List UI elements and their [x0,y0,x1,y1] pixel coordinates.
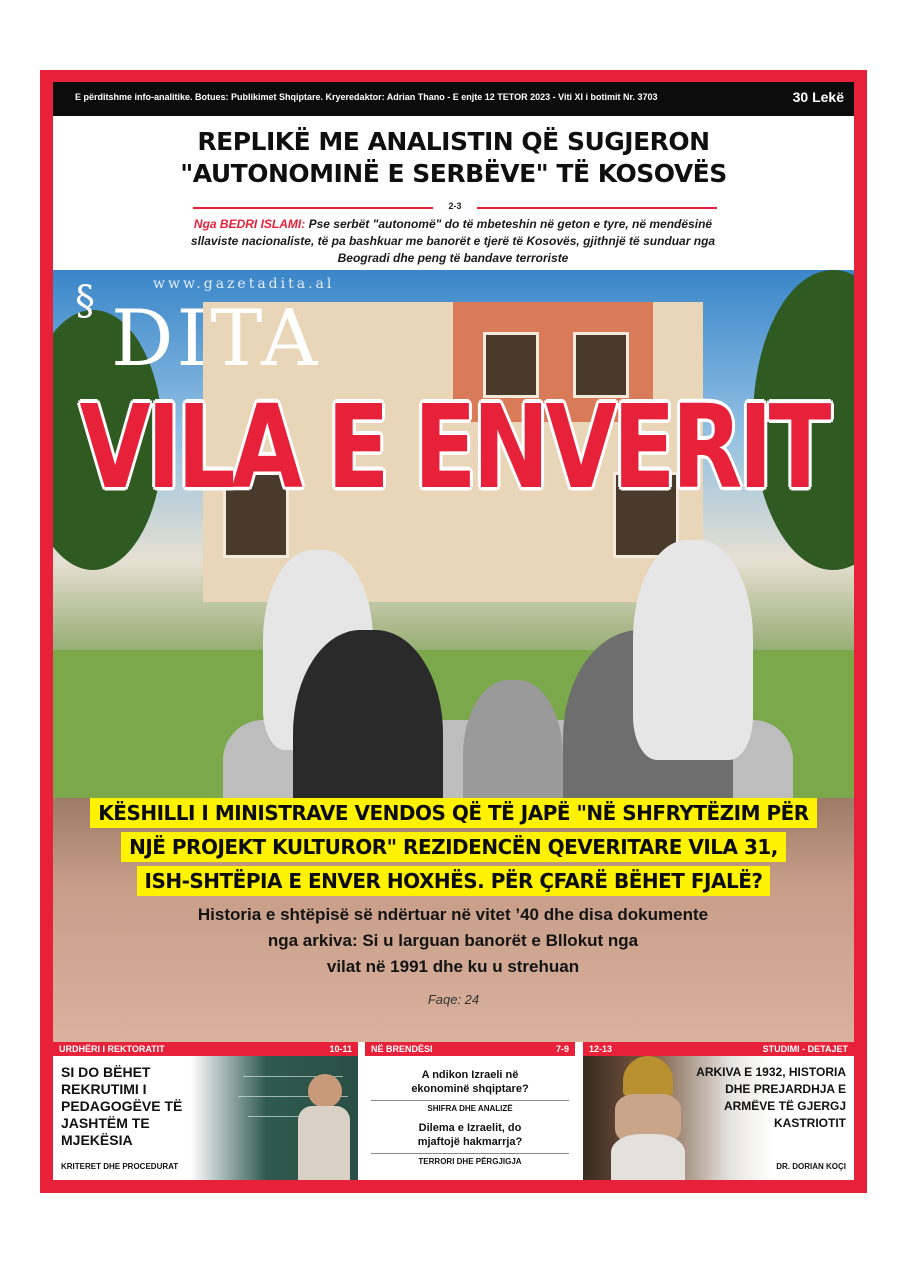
lecturer-body [298,1106,350,1180]
masthead-info: E përditshme info-analitike. Botues: Publikimet Shqiptare. Kryeredaktor: Adrian Thano - E enjte 12 TETOR 2023 - Viti XI i botimit Nr. 3703 [75,92,658,102]
main-subheading [153,902,753,980]
teaser-left[interactable] [53,1042,358,1180]
teaser-middle[interactable] [365,1042,575,1180]
teaser-left-section: URDHËRI I REKTORATIT [59,1044,165,1054]
main-title[interactable]: VILA E ENVERIT [79,380,828,515]
front-page [53,82,854,1180]
hero-image [53,270,854,798]
highlight-line: NJË PROJEKT KULTUROR" REZIDENCËN QEVERITARE VILA 31, [121,832,786,862]
subheading-line: nga arkiva: Si u larguan banorët e Bllokut nga [267,931,639,950]
teaser-left-pages: 10-11 [329,1044,352,1054]
teaser-middle-pages: 7-9 [555,1044,569,1054]
price-label: 30 Lekë [792,89,844,105]
logo-emblem-icon: § [75,278,95,324]
teaser-left-footer: KRITERET DHE PROCEDURAT [61,1162,179,1171]
person-boy-right [633,540,753,760]
highlight-line: ISH-SHTËPIA E ENVER HOXHËS. PËR ÇFARË BËHET FJALË? [137,866,771,896]
lede-text: Pse serbët "autonomë" do të mbeteshin në geton e tyre, në mendësinë sllaviste nacionaliste, të pa bashkuar me banorët e tjerë të Kosovës, gjithnjë të sunduar nga Beogradi dhe peng të bandave terroriste [190,217,716,265]
masthead-bar [53,82,854,116]
divider-right [477,207,717,209]
teaser-question-2[interactable]: Dilema e Izraelit, do mjaftojë hakmarrja? [417,1122,523,1148]
highlight-block[interactable] [53,798,854,900]
author-name: Nga BEDRI ISLAMI: [193,217,306,231]
subheading-line: vilat në 1991 dhe ku u strehuan [326,957,580,976]
teaser-right[interactable] [583,1042,854,1180]
person-girl [463,680,563,798]
teaser-tag-1: SHIFRA DHE ANALIZË [371,1100,569,1113]
teaser-left-header [53,1042,358,1056]
person-woman [293,630,443,798]
subheading-line: Historia e shtëpisë së ndërtuar në vitet ’40 dhe disa dokumente [197,905,709,924]
top-headline-line2: "AUTONOMINË E SERBËVE" TË KOSOVËS [180,159,727,188]
highlight-line: KËSHILLI I MINISTRAVE VENDOS QË TË JAPË "NË SHFRYTËZIM PËR [90,798,816,828]
teaser-right-pages: 12-13 [589,1044,613,1054]
family-photo [223,540,793,798]
top-headline-line1: REPLIKË ME ANALISTIN QË SUGJERON [197,127,710,156]
newspaper-logo: DITA [111,294,321,384]
logo-url[interactable]: www.gazetadita.al [153,276,335,292]
teaser-right-footer: DR. DORIAN KOÇI [776,1162,846,1171]
teaser-middle-header [365,1042,575,1056]
top-headline-pages: 2-3 [448,201,462,211]
teaser-right-body [583,1056,854,1180]
teaser-right-section: STUDIMI - DETAJET [762,1044,848,1054]
teaser-middle-section: NË BRENDËSI [371,1044,433,1054]
teaser-middle-body [365,1056,575,1180]
teaser-tag-2: TERRORI DHE PËRGJIGJA [371,1153,569,1166]
teaser-question-1[interactable]: A ndikon Izraeli në ekonominë shqiptare? [411,1069,529,1095]
teaser-right-header [583,1042,854,1056]
top-headline[interactable] [53,126,854,190]
teaser-right-title: ARKIVA E 1932, HISTORIA DHE PREJARDHJA E ARMËVE TË GJERGJ KASTRIOTIT [696,1065,846,1130]
teaser-left-body [53,1056,358,1180]
lecturer-head [308,1074,342,1108]
top-lede [173,216,733,267]
page-frame [40,70,867,1193]
page-reference: Faqe: 24 [427,992,480,1007]
teaser-left-title: SI DO BËHET REKRUTIMI I PEDAGOGËVE TË JASHTËM TE MJEKËSIA [61,1064,183,1148]
helmet-icon [623,1056,673,1096]
portrait-beard [611,1134,685,1180]
divider-left [193,207,433,209]
